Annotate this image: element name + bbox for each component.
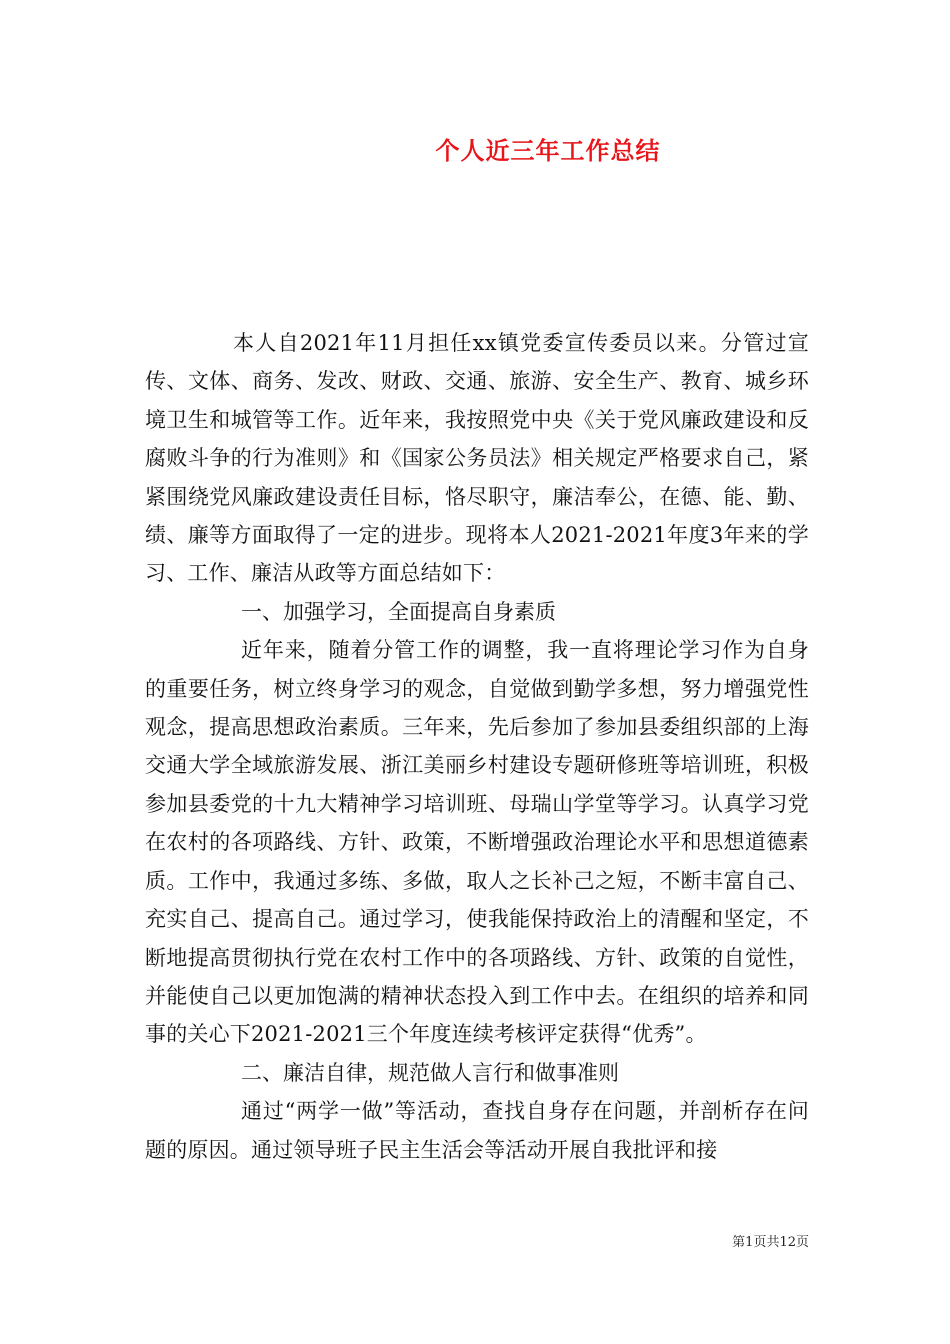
document-title: 个人近三年工作总结 xyxy=(435,137,661,165)
paragraph-intro: 本人自2021年11月担任xx镇党委宣传委员以来。分管过宣传、文体、商务、发改、财政、交通、旅游、安全生产、教育、城乡环境卫生和城管等工作。近年来，我按照党中央《关于党风廉政建设和反腐败斗争的行为准则》和《国家公务员法》相关规定严格要求自己，紧紧围绕党风廉政建设责任目标，恪尽职守，廉洁奉公，在德、能、勤、绩、廉等方面取得了一定的进步。现将本人2021-2021年度3年来的学习、工作、廉洁从政等方面总结如下： xyxy=(145,331,809,586)
page-number: 第1页共12页 xyxy=(732,1235,809,1250)
section-heading-1: 一、加强学习，全面提高自身素质 xyxy=(241,599,556,624)
paragraph-study: 近年来，随着分管工作的调整，我一直将理论学习作为自身的重要任务，树立终身学习的观念，自觉做到勤学多想，努力增强党性观念，提高思想政治素质。三年来，先后参加了参加县委组织部的上海交通大学全域旅游发展、浙江美丽乡村建设专题研修班等培训班，积极参加县委党的十九大精神学习培训班、母瑞山学堂等学习。认真学习党在农村的各项路线、方针、政策，不断增强政治理论水平和思想道德素质。工作中，我通过多练、多做，取人之长补己之短，不断丰富自己、充实自己、提高自己。通过学习，使我能保持政治上的清醒和坚定，不断地提高贯彻执行党在农村工作中的各项路线、方针、政策的自觉性，并能使自己以更加饱满的精神状态投入到工作中去。在组织的培养和同事的关心下2021-2021三个年度连续考核评定获得“优秀”。 xyxy=(145,638,809,1047)
document-body xyxy=(145,324,809,1169)
paragraph-integrity: 通过“两学一做”等活动，查找自身存在问题，并剖析存在问题的原因。通过领导班子民主生活会等活动开展自我批评和接 xyxy=(145,1099,809,1162)
section-heading-2: 二、廉洁自律，规范做人言行和做事准则 xyxy=(241,1060,619,1085)
